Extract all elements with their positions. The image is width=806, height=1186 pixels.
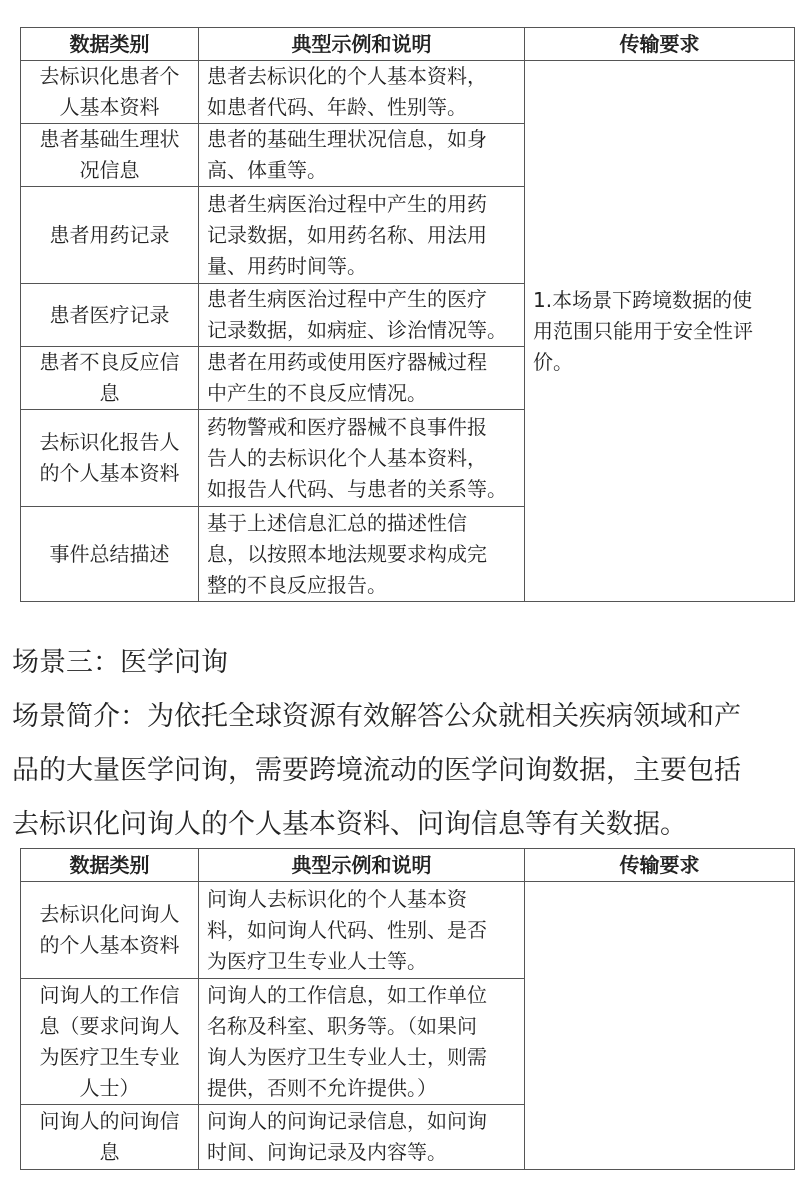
cell-text-line: 况信息 [79,158,140,182]
cell-text-line: 基于上述信息汇总的描述性信 [207,510,467,535]
cell-text-line: 息 [99,381,120,405]
category-cell [21,410,199,507]
cell-text-line: 的个人基本资料 [39,933,180,957]
column-header: 传输要求 [525,849,795,882]
cell-text-line: 用范围只能用于安全性评 [533,318,753,343]
cell-text-line: 事件总结描述 [49,541,170,566]
cell-text-line: 问询人去标识化的个人基本资 [207,886,467,911]
cell-text-line: 患者基础生理状 [39,127,180,151]
description-cell [199,1105,525,1170]
cell-text-line: 人士） [79,1075,140,1100]
cell-text-line: 量、用药时间等。 [207,253,367,278]
category-cell [21,1105,199,1170]
category-cell [21,61,199,124]
header-row [21,849,795,882]
cell-text-line: 去标识化报告人 [39,430,180,454]
cell-text-line: 去标识化患者个 [39,64,180,88]
transfer-requirement-cell [525,61,795,602]
column-header: 传输要求 [525,28,795,61]
scene-intro-line: 去标识化问询人的个人基本资料、问询信息等有关数据。 [12,809,687,840]
cell-text-line: 息，以按照本地法规要求构成完 [207,541,487,566]
cell-text-line: 时间、问询记录及内容等。 [207,1140,447,1164]
cell-text-line: 的个人基本资料 [39,461,180,485]
cell-text-line: 患者不良反应信 [39,350,180,374]
cell-text-line: 价。 [533,349,573,374]
transfer-requirement-cell [525,882,795,1170]
column-header: 典型示例和说明 [199,849,525,882]
cell-text-line: 患者生病医治过程中产生的医疗 [207,287,487,311]
cell-text-line: 提供，否则不允许提供。） [207,1075,437,1100]
table-row [21,61,795,124]
description-cell [199,979,525,1105]
category-cell [21,284,199,347]
cell-text-line: 去标识化问询人 [39,902,180,926]
description-cell [199,882,525,979]
cell-text-line: 患者用药记录 [49,222,170,247]
cell-text-line: 药物警戒和医疗器械不良事件报 [207,414,487,439]
category-cell [21,507,199,602]
cell-text-line: 1.本场景下跨境数据的使 [533,287,753,312]
cell-text-line: 如报告人代码、与患者的关系等。 [207,476,507,501]
cell-text-line: 记录数据，如病症、诊治情况等。 [207,318,507,342]
cell-text-line: 料，如问询人代码、性别、是否 [207,917,487,942]
cell-text-line: 高、体重等。 [207,158,327,182]
cell-text-line: 记录数据，如用药名称、用法用 [207,222,487,247]
cell-text-line: 为医疗卫生专业 [39,1044,180,1069]
cell-text-line: 患者生病医治过程中产生的用药 [207,191,487,216]
category-cell [21,882,199,979]
column-header: 数据类别 [21,28,199,61]
cell-text-line: 问询人的问询记录信息，如问询 [207,1109,487,1133]
cell-text-line: 问询人的工作信 [39,982,180,1007]
category-cell [21,347,199,410]
cell-text-line: 中产生的不良反应情况。 [207,381,427,405]
column-header: 典型示例和说明 [199,28,525,61]
scene-intro-line: 场景简介：为依托全球资源有效解答公众就相关疾病领域和产 [12,701,741,732]
scene-intro-line: 品的大量医学问询，需要跨境流动的医学问询数据，主要包括 [12,755,741,786]
cell-text-line: 问询人的问询信 [39,1109,180,1133]
cell-text-line: 询人为医疗卫生专业人士，则需 [207,1044,487,1069]
cell-text-line: 患者去标识化的个人基本资料， [207,64,487,88]
cell-text-line: 息（要求问询人 [39,1013,180,1038]
description-cell [199,187,525,284]
cell-text-line: 告人的去标识化个人基本资料， [207,445,487,470]
cell-text-line: 患者在用药或使用医疗器械过程 [207,350,487,374]
data-table-scene-2 [20,27,795,602]
description-cell [199,284,525,347]
data-table-scene-3 [20,848,795,1170]
scene-title: 场景三：医学问询 [12,647,228,678]
cell-text-line: 整的不良反应报告。 [207,572,387,597]
description-cell [199,347,525,410]
description-cell [199,124,525,187]
cell-text-line: 患者的基础生理状况信息，如身 [207,127,487,151]
cell-text-line: 如患者代码、年龄、性别等。 [207,95,467,119]
category-cell [21,187,199,284]
description-cell [199,61,525,124]
cell-text-line: 患者医疗记录 [49,302,170,327]
header-row [21,28,795,61]
column-header: 数据类别 [21,849,199,882]
cell-text-line: 名称及科室、职务等。（如果问 [207,1013,477,1038]
cell-text-line: 人基本资料 [59,95,160,119]
cell-text-line: 问询人的工作信息，如工作单位 [207,982,487,1007]
description-cell [199,410,525,507]
category-cell [21,124,199,187]
description-cell [199,507,525,602]
cell-text-line: 为医疗卫生专业人士等。 [207,948,427,973]
table-row [21,882,795,979]
category-cell [21,979,199,1105]
cell-text-line: 息 [99,1140,120,1164]
